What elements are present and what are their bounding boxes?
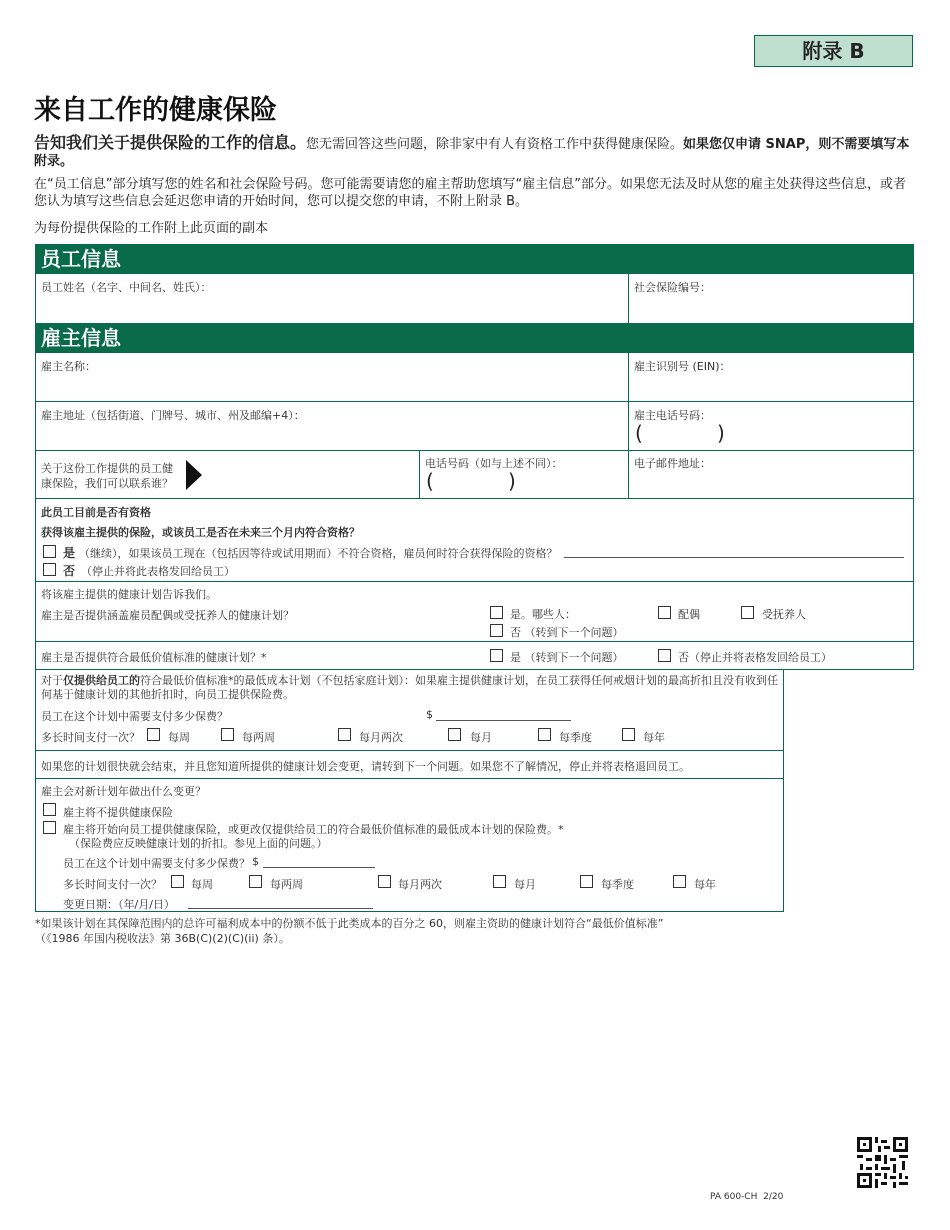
- snap-note: 如果您仅申请 SNAP，则不需要填写本附录。: [34, 137, 910, 169]
- changes-freq-monthly-label: 每月: [514, 878, 536, 891]
- changes-freq-quarterly-label: 每季度: [601, 878, 634, 891]
- changes-freq-weekly-checkbox[interactable]: [171, 875, 184, 888]
- lowest-cost-rest: 符合最低价值标准*的最低成本计划（不包括家庭计划）：如果雇主提供健康计划，在员工获得任何戒烟计划的最高折扣且没有收到任何基于健康计划的其他折扣时，向员工提供保险费。: [41, 674, 778, 701]
- changes-freq-yearly-checkbox[interactable]: [673, 875, 686, 888]
- employer-name-field[interactable]: [35, 352, 629, 402]
- change-no-coverage-label: 雇主将不提供健康保险: [63, 806, 173, 819]
- intro-text: 您无需回答这些问题，除非家中有人有资格工作中获得健康保险。: [306, 137, 684, 152]
- eligibility-block: [35, 498, 914, 582]
- employer-section-header: 雇主信息: [35, 323, 914, 353]
- plan-intro: 将该雇主提供的健康计划告诉我们。: [41, 588, 217, 601]
- q1-no-label: 否 （转到下一个问题）: [510, 626, 624, 639]
- eligibility-date-line[interactable]: [564, 557, 904, 558]
- appendix-badge: 附录 B: [754, 35, 913, 67]
- employer-phone-field[interactable]: [628, 401, 914, 451]
- employer-address-label: 雇主地址（包括街道、门牌号、城市、州及邮编+4）：: [41, 409, 305, 422]
- contact-label-line-1: 关于这份工作提供的员工健: [41, 462, 173, 475]
- lowest-cost-prefix: 对于: [41, 674, 63, 687]
- alt-phone-label: 电话号码（如与上述不同）：: [425, 457, 563, 470]
- freq-weekly-checkbox[interactable]: [147, 728, 160, 741]
- ssn-field[interactable]: [628, 273, 914, 324]
- ein-field[interactable]: [628, 352, 914, 402]
- employer-phone-label: 雇主电话号码：: [634, 409, 711, 422]
- change-date-label: 变更日期：（年/月/日）: [63, 898, 175, 911]
- changes-freq-biweekly-label: 每两周: [270, 878, 303, 891]
- employer-address-field[interactable]: [35, 401, 629, 451]
- email-label: 电子邮件地址：: [634, 457, 711, 470]
- ein-label: 雇主识别号 (EIN)：: [634, 360, 731, 373]
- changes-premium-label: 员工在这个计划中需要支付多少保费？: [63, 857, 250, 870]
- page-title: 来自工作的健康保险: [34, 95, 277, 126]
- changes-premium-input[interactable]: [263, 867, 375, 868]
- eligibility-question: 获得该雇主提供的保险，或该员工是否在未来三个月内符合资格？: [41, 526, 360, 539]
- phone-paren-open: (: [635, 421, 643, 445]
- change-start-coverage-note: （保险费应反映健康计划的折扣。参见上面的问题。）: [69, 837, 328, 850]
- plan-changes-block: [35, 778, 784, 912]
- eligible-yes-note: （继续），如果该员工现在（包括因等待或试用期而）不符合资格，雇员何时符合获得保险的资格？: [79, 547, 558, 560]
- freq-weekly-label: 每周: [168, 731, 190, 744]
- q1-yes-checkbox[interactable]: [490, 606, 503, 619]
- q2-no-label: 否（停止并将表格发回给员工）: [678, 651, 832, 664]
- employee-name-label: 员工姓名（名字、中间名、姓氏）：: [41, 281, 212, 294]
- employer-name-label: 雇主名称：: [41, 360, 96, 373]
- changes-premium-dollar: $: [252, 855, 259, 868]
- changes-frequency-label: 多长时间支付一次？: [63, 878, 162, 891]
- eligibility-heading: 此员工目前是否有资格: [41, 506, 151, 519]
- q2-yes-checkbox[interactable]: [490, 649, 503, 662]
- min-value-block: [35, 641, 914, 670]
- lowest-cost-bold: 仅提供给员工的: [63, 674, 140, 687]
- changes-freq-twice-monthly-label: 每月两次: [398, 878, 442, 891]
- plan-year-note-block: [35, 750, 784, 779]
- change-start-coverage-checkbox[interactable]: [43, 821, 56, 834]
- freq-yearly-checkbox[interactable]: [622, 728, 635, 741]
- freq-monthly-label: 每月: [470, 731, 492, 744]
- contact-label: [41, 461, 173, 491]
- q2-yes-label: 是 （转到下一个问题）: [510, 651, 624, 664]
- freq-biweekly-label: 每两周: [242, 731, 275, 744]
- frequency-label: 多长时间支付一次？: [41, 731, 140, 744]
- changes-freq-weekly-label: 每周: [191, 878, 213, 891]
- qr-code-icon: [857, 1137, 908, 1188]
- changes-freq-biweekly-checkbox[interactable]: [249, 875, 262, 888]
- email-field[interactable]: [628, 450, 914, 499]
- premium-input[interactable]: [436, 720, 571, 721]
- change-no-coverage-checkbox[interactable]: [43, 803, 56, 816]
- plan-coverage-block: [35, 581, 914, 642]
- ssn-label: 社会保险编号：: [634, 281, 711, 294]
- form-date: 2/20: [763, 1192, 784, 1202]
- instructions-paragraph: 在“员工信息”部分填写您的姓名和社会保险号码。您可能需要请您的雇主帮助您填写“雇主信息”部分。如果您无法及时从您的雇主处获得这些信息，或者您认为填写这些信息会延迟您申请的开始时间，您可以提交您的申请，不附上附录 B。: [34, 177, 906, 209]
- changes-freq-twice-monthly-checkbox[interactable]: [378, 875, 391, 888]
- employee-section-header: 员工信息: [35, 244, 914, 274]
- freq-yearly-label: 每年: [643, 731, 665, 744]
- changes-freq-yearly-label: 每年: [694, 878, 716, 891]
- q1-dependents-checkbox[interactable]: [741, 606, 754, 619]
- plan-year-note: 如果您的计划很快就会结束，并且您知道所提供的健康计划会变更，请转到下一个问题。如果您不了解情况，停止并将表格退回员工。: [41, 760, 690, 773]
- change-date-input[interactable]: [188, 908, 373, 909]
- alt-phone-field[interactable]: [419, 450, 629, 499]
- contact-person-field[interactable]: [35, 450, 420, 499]
- freq-quarterly-label: 每季度: [559, 731, 592, 744]
- change-start-coverage-label: 雇主将开始向员工提供健康保险，或更改仅提供给员工的符合最低价值标准的最低成本计划的保险费。*: [63, 823, 564, 836]
- plan-q1: 雇主是否提供涵盖雇员配偶或受抚养人的健康计划？: [41, 609, 294, 622]
- form-number: [710, 1192, 783, 1202]
- changes-freq-quarterly-checkbox[interactable]: [580, 875, 593, 888]
- q1-spouse-label: 配偶: [678, 608, 700, 621]
- q2-no-checkbox[interactable]: [658, 649, 671, 662]
- changes-question: 雇主会对新计划年做出什么变更？: [41, 785, 206, 798]
- freq-monthly-checkbox[interactable]: [448, 728, 461, 741]
- alt-phone-paren-open: (: [426, 469, 434, 493]
- freq-biweekly-checkbox[interactable]: [221, 728, 234, 741]
- lowest-cost-block: [35, 669, 784, 751]
- eligible-yes-label: 是: [63, 546, 76, 560]
- footnote-line-1: *如果该计划在其保障范围内的总许可福利成本中的份额不低于此类成本的百分之 60，则雇主资助的健康计划符合“最低价值标准”: [35, 917, 664, 930]
- lowest-cost-text: [41, 674, 779, 702]
- q1-dependents-label: 受抚养人: [762, 608, 806, 621]
- contact-label-line-2: 康保险，我们可以联系谁？: [41, 477, 173, 490]
- eligible-no-checkbox[interactable]: [43, 563, 56, 576]
- eligible-no-label: 否: [63, 564, 76, 578]
- freq-twice-monthly-label: 每月两次: [359, 731, 403, 744]
- q1-no-checkbox[interactable]: [490, 624, 503, 637]
- eligible-yes-checkbox[interactable]: [43, 545, 56, 558]
- changes-freq-monthly-checkbox[interactable]: [493, 875, 506, 888]
- freq-twice-monthly-checkbox[interactable]: [338, 728, 351, 741]
- intro-paragraph: [34, 134, 914, 170]
- alt-phone-paren-close: ): [508, 469, 516, 493]
- employee-name-field[interactable]: [35, 273, 629, 324]
- form-id: PA 600-CH: [710, 1192, 758, 1202]
- premium-dollar: $: [426, 708, 433, 721]
- eligible-no-note: （停止并将此表格发回给员工）: [81, 565, 235, 578]
- freq-quarterly-checkbox[interactable]: [538, 728, 551, 741]
- footnote-line-2: （《1986 年国内税收法》第 36B(C)(2)(C)(ii) 条）。: [35, 932, 290, 945]
- copy-note: 为每份提供保险的工作附上此页面的副本: [34, 221, 269, 236]
- q1-spouse-checkbox[interactable]: [658, 606, 671, 619]
- phone-paren-close: ): [717, 421, 725, 445]
- premium-label: 员工在这个计划中需要支付多少保费？: [41, 710, 228, 723]
- intro-lead: 告知我们关于提供保险的工作的信息。: [34, 133, 307, 152]
- q1-yes-label: 是。哪些人：: [510, 608, 576, 621]
- plan-q2: 雇主是否提供符合最低价值标准的健康计划？*: [41, 651, 267, 664]
- arrow-right-icon: [186, 460, 202, 490]
